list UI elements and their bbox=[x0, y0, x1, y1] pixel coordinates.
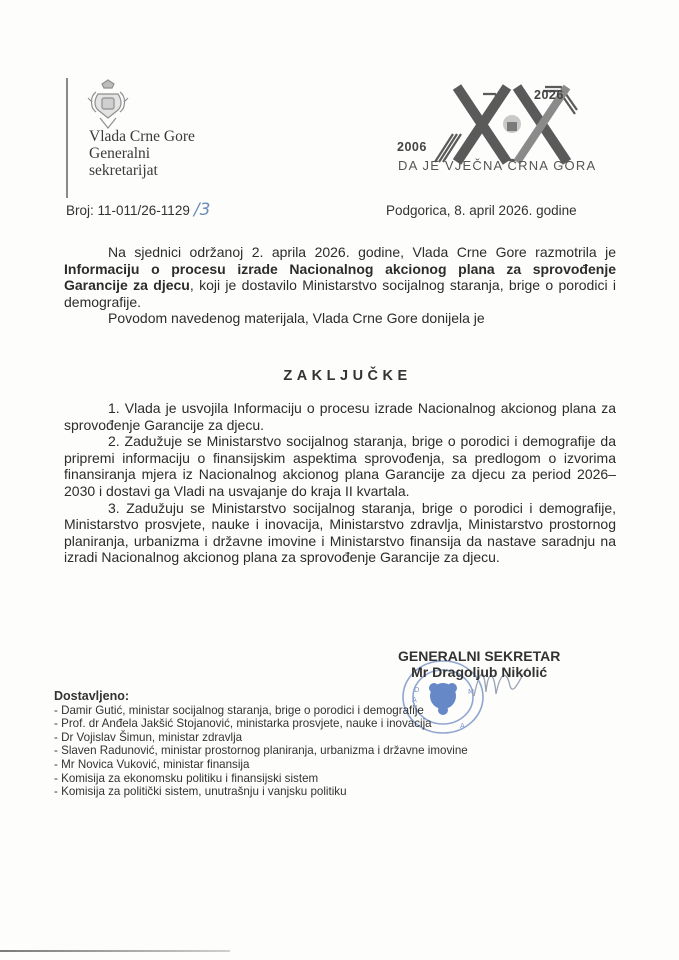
signatory-title: GENERALNI SEKRETAR bbox=[398, 648, 561, 664]
signatory-name: Mr Dragoljub Nikolić bbox=[411, 664, 548, 680]
anniversary-year-end: 2026 bbox=[534, 88, 564, 102]
distribution-list bbox=[54, 690, 468, 799]
intro-paragraph-2: Povodom navedenog materijala, Vlada Crne Gore donijela je bbox=[108, 310, 485, 327]
svg-text:M: M bbox=[468, 688, 475, 696]
svg-text:A: A bbox=[460, 722, 465, 730]
svg-text:D: D bbox=[414, 686, 420, 694]
distribution-item: - Dr Vojislav Šimun, ministar zdravlja bbox=[54, 730, 243, 744]
distribution-item: - Damir Gutić, ministar socijalnog staranja, brige o porodici i demografije bbox=[54, 703, 424, 717]
conclusion-item: 3. Zadužuju se Ministarstvo socijalnog staranja, brige o porodici i demografije, Ministarstvo prosvjete, nauke i inovacija, Ministarstvo zdravlja, Ministarstvo prostornog planiranja, urbanizma i državne imovine i Ministarstvo finansija da nastave saradnju na izradi Nacionalnog akcionog plana za sprovođenje Garancije za djecu. bbox=[64, 499, 616, 566]
gov-name-line-3: sekretarijat bbox=[89, 162, 158, 179]
distribution-item: - Slaven Radunović, ministar prostornog planiranja, urbanizma i državne imovine bbox=[54, 744, 468, 758]
reference-number-text: Broj: 11-011/26-1129 bbox=[66, 203, 190, 218]
conclusion-item: 1. Vlada je usvojila Informaciju o procesu izrade Nacionalnog akcionog plana za sprovođenje Garancije za djecu. bbox=[64, 400, 616, 433]
signature-block bbox=[398, 648, 560, 680]
government-name bbox=[89, 128, 195, 179]
distribution-title: Dostavljeno: bbox=[54, 689, 130, 703]
distribution-item: - Prof. dr Anđela Jakšić Stojanović, ministarka prosvjete, nauke i inovacija bbox=[54, 717, 432, 731]
gov-name-line-2: Generalni bbox=[89, 145, 151, 162]
conclusions-list bbox=[64, 400, 616, 566]
anniversary-year-start: 2006 bbox=[397, 140, 427, 154]
coat-of-arms-icon bbox=[86, 78, 130, 134]
anniversary-motto: DA JE VJEČNA CRNA GORA bbox=[398, 158, 597, 173]
distribution-item: - Komisija za ekonomsku politiku i finansijski sistem bbox=[54, 771, 319, 785]
place-date: Podgorica, 8. april 2026. godine bbox=[386, 203, 577, 218]
svg-text:A: A bbox=[412, 696, 417, 704]
page-fold-shadow bbox=[0, 950, 230, 952]
handwritten-suffix: /3 bbox=[193, 200, 211, 220]
conclusions-heading: ZAKLJUČKE bbox=[283, 368, 412, 384]
gov-name-line-1: Vlada Crne Gore bbox=[89, 128, 195, 145]
header-divider bbox=[66, 78, 68, 198]
intro-bold-title: Informaciju o procesu izrade Nacionalnog akcionog plana za sprovođenje Garancije za djecu bbox=[64, 260, 616, 294]
intro-text-2: , koji je dostavilo Ministarstvo socijalnog staranja, brige o porodici i demografije. bbox=[64, 277, 617, 310]
distribution-item: - Mr Novica Vuković, ministar finansija bbox=[54, 757, 250, 771]
conclusion-item: 2. Zadužuje se Ministarstvo socijalnog staranja, brige o porodici i demografije da pripremi informaciju o finansijskim aspektima sprovođenja, sa predlogom o izvorima finansiranja mjera iz Nacionalnog akcionog plana Garancije za djecu za period 2026–2030 i dostavi ga Vladi na usvajanje do kraja II kvartala. bbox=[64, 433, 616, 499]
intro-paragraph bbox=[64, 244, 616, 310]
distribution-item: - Komisija za politički sistem, unutrašnju i vanjsku politiku bbox=[54, 785, 347, 799]
intro-text-1: Na sjednici održanoj 2. aprila 2026. godine, Vlada Crne Gore razmotrila je bbox=[108, 244, 616, 260]
intro-section bbox=[64, 244, 616, 327]
reference-number bbox=[66, 200, 210, 220]
